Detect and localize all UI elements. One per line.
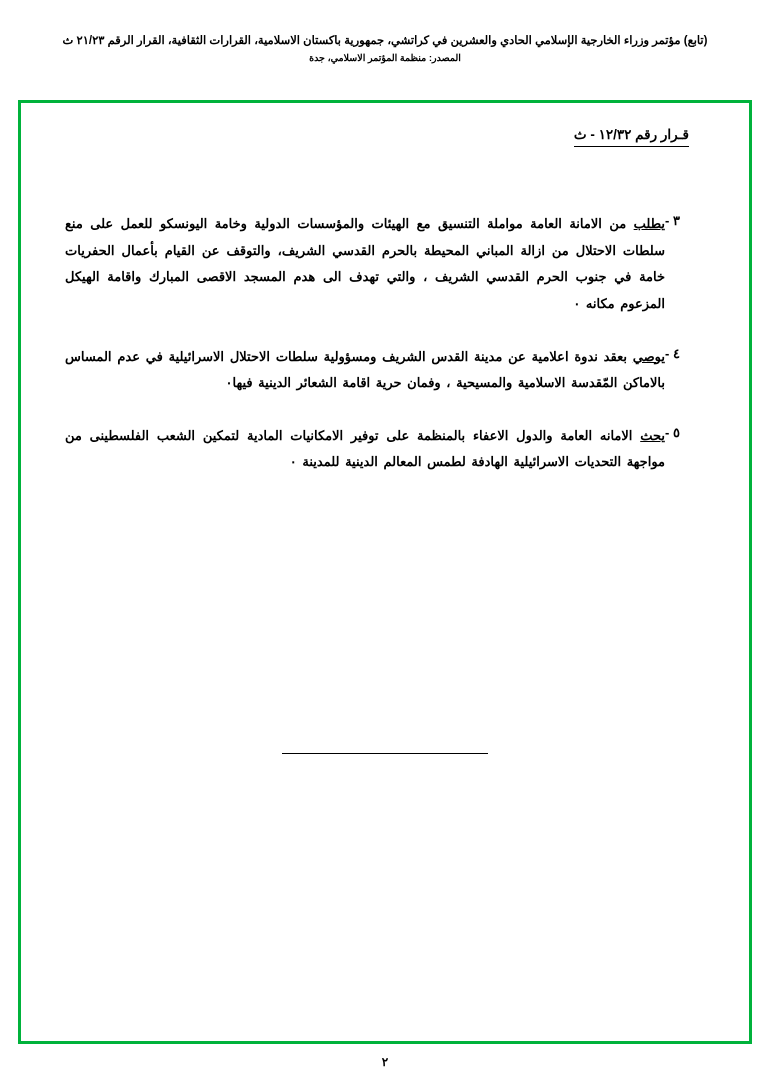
header-conference-line: (تابع) مؤتمر وزراء الخارجية الإسلامي الحادي والعشرين في كراتشي، جمهورية باكستان الاسلامية، القرارات الثقافية، القرار الرقم ٢١/٢٣ ث [62, 35, 708, 47]
clause-number: ٤ - [665, 345, 680, 361]
clause-item [65, 423, 705, 476]
clause-list [65, 211, 705, 502]
clause-lead-verb: يطلب [633, 216, 665, 231]
header-source-line: المصدر: منظمة المؤتمر الاسلامي، جدة [309, 52, 461, 64]
divider-line [282, 753, 488, 754]
resolution-title: قـرار رقم ١٢/٣٢ - ث [574, 127, 689, 147]
clause-item [65, 344, 705, 397]
clause-item [65, 211, 705, 318]
clause-body-text: الامانه العامة والدول الاعفاء بالمنظمة على توفير الامكانيات المادية لتمكين الشعب الفلسطينى من مواجهة التحديات الاسرائيلية الهادفة لطمس المعالم الدينية للمدينة ٠ [65, 427, 665, 470]
document-header [30, 34, 740, 65]
clause-text [65, 423, 665, 476]
clause-text [65, 211, 665, 318]
clause-lead-verb: يوصي [632, 348, 665, 364]
clause-number: ٣ - [665, 213, 680, 228]
clause-text [65, 344, 665, 397]
clause-body-text: من الامانة العامة مواملة التنسيق مع الهيئات والمؤسسات الدولية وخامة اليونسكو للعمل على منع سلطات الاحتلال من ازالة المباني المحيطة بالحرم القدسي الشريف، والتوقف عن القيام بأعمال الحفريات خامة في جنوب الحرم القدسي الشريف ، والتي تهدف الى هدم المسجد الاقصى المبارك واقامة الهيكل المزعوم مكانه ٠ [65, 216, 665, 311]
clause-lead-verb: يحث [640, 427, 665, 443]
section-divider [21, 753, 749, 754]
clause-number: ٥ - [665, 424, 680, 440]
green-content-frame [18, 100, 752, 1044]
clause-body-text: بعقد ندوة اعلامية عن مدينة القدس الشريف ومسؤولية سلطات الاحتلال الاسرائيلية في عدم المساس بالاماكن المّقدسة الاسلامية والمسيحية ، وفمان حرية اقامة الشعائر الدينية فيها٠ [65, 348, 665, 391]
page-number: ٢ [381, 1055, 389, 1069]
